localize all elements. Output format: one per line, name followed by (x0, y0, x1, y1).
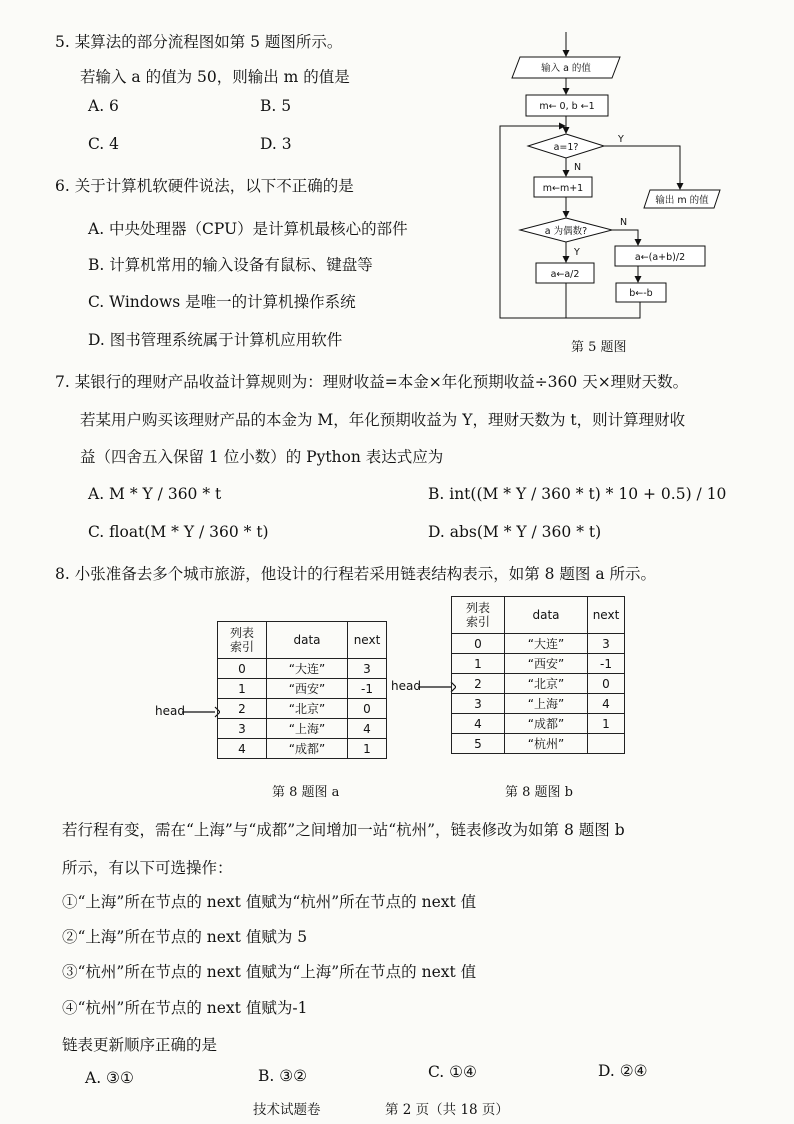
index-cell: 4 (218, 739, 267, 759)
linked-list-table-a (217, 621, 387, 759)
head-label-a: head (155, 704, 185, 718)
q5-option-c: C. 4 (88, 135, 120, 153)
q8-text-2: 所示，有以下可选操作： (62, 859, 233, 877)
flow-init: m← 0, b ←1 (539, 101, 595, 112)
q6-option-d: D. 图书管理系统属于计算机应用软件 (88, 331, 343, 349)
flow-no-1: N (574, 162, 582, 173)
q7-stem-2: 若某用户购买该理财产品的本金为 M，年化预期收益为 Y，理财天数为 t，则计算理财收 (80, 411, 686, 429)
q8-stem: 8. 小张准备去多个城市旅游，他设计的行程若采用链表结构表示，如第 8 题图 a 所示。 (55, 565, 657, 583)
index-cell: 0 (452, 634, 505, 654)
flow-cond1: a=1? (553, 142, 579, 153)
next-cell: 4 (348, 719, 387, 739)
next-cell (588, 734, 625, 754)
q5-stem: 5. 某算法的部分流程图如第 5 题图所示。 (55, 33, 343, 51)
table-row (452, 674, 625, 694)
header-index: 列表 索引 (452, 597, 505, 634)
next-cell: 1 (588, 714, 625, 734)
table-row (218, 699, 387, 719)
data-cell: “杭州” (505, 734, 588, 754)
next-cell: -1 (348, 679, 387, 699)
flow-odd: a←(a+b)/2 (634, 252, 686, 263)
linked-list-table-b (451, 596, 625, 754)
table-row (452, 734, 625, 754)
table-row (452, 654, 625, 674)
q8-text-1: 若行程有变，需在“上海”与“成都”之间增加一站“杭州”，链表修改为如第 8 题图 b (62, 821, 625, 839)
q7-option-a: A. M * Y / 360 * t (88, 485, 222, 503)
table-row (452, 694, 625, 714)
q5-option-a: A. 6 (88, 97, 119, 115)
q7-option-d: D. abs(M * Y / 360 * t) (428, 523, 602, 541)
q7-stem: 7. 某银行的理财产品收益计算规则为：理财收益=本金×年化预期收益÷360 天×理财天数。 (55, 373, 689, 391)
q8-question: 链表更新顺序正确的是 (62, 1036, 218, 1054)
q8-caption-b: 第 8 题图 b (505, 785, 573, 800)
data-cell: “西安” (267, 679, 348, 699)
data-cell: “成都” (505, 714, 588, 734)
header-data: data (267, 622, 348, 659)
index-cell: 4 (452, 714, 505, 734)
flow-even: a←a/2 (550, 269, 580, 280)
data-cell: “北京” (505, 674, 588, 694)
data-cell: “成都” (267, 739, 348, 759)
header-index: 列表 索引 (218, 622, 267, 659)
next-cell: 0 (348, 699, 387, 719)
data-cell: “大连” (505, 634, 588, 654)
flow-negb: b←-b (629, 288, 653, 299)
footer-page: 第 2 页（共 18 页） (385, 1102, 509, 1118)
q8-op-3: ③“杭州”所在节点的 next 值赋为“上海”所在节点的 next 值 (62, 963, 477, 981)
index-cell: 1 (452, 654, 505, 674)
q5-option-d: D. 3 (260, 135, 292, 153)
index-cell: 3 (452, 694, 505, 714)
data-cell: “北京” (267, 699, 348, 719)
q8-option-a: A. ③① (85, 1069, 134, 1087)
table-row (218, 739, 387, 759)
table-row (218, 659, 387, 679)
q8-op-1: ①“上海”所在节点的 next 值赋为“杭州”所在节点的 next 值 (62, 893, 477, 911)
next-cell: 4 (588, 694, 625, 714)
table-row (452, 634, 625, 654)
table-row (218, 679, 387, 699)
header-next: next (588, 597, 625, 634)
q6-option-b: B. 计算机常用的输入设备有鼠标、键盘等 (88, 256, 373, 274)
flow-inc: m←m+1 (542, 183, 584, 194)
q6-stem: 6. 关于计算机软硬件说法，以下不正确的是 (55, 177, 354, 195)
footer-title: 技术试题卷 (253, 1102, 321, 1118)
next-cell: -1 (588, 654, 625, 674)
q8-op-2: ②“上海”所在节点的 next 值赋为 5 (62, 928, 308, 946)
table-row (218, 719, 387, 739)
flow-yes-2: Y (574, 247, 580, 258)
q8-option-c: C. ①④ (428, 1063, 477, 1081)
flow-cond2: a 为偶数? (544, 226, 588, 237)
next-cell: 3 (588, 634, 625, 654)
flow-input: 输入 a 的值 (541, 63, 591, 74)
flow-output: 输出 m 的值 (655, 195, 709, 206)
next-cell: 3 (348, 659, 387, 679)
q5-option-b: B. 5 (260, 97, 292, 115)
next-cell: 0 (588, 674, 625, 694)
flow-yes-1: Y (618, 134, 624, 145)
index-cell: 2 (452, 674, 505, 694)
q7-stem-3: 益（四舍五入保留 1 位小数）的 Python 表达式应为 (80, 448, 444, 466)
index-cell: 3 (218, 719, 267, 739)
index-cell: 0 (218, 659, 267, 679)
q6-option-c: C. Windows 是唯一的计算机操作系统 (88, 293, 356, 311)
index-cell: 5 (452, 734, 505, 754)
q5-stem-2: 若输入 a 的值为 50，则输出 m 的值是 (80, 68, 350, 86)
flow-no-2: N (620, 217, 628, 228)
q5-caption: 第 5 题图 (571, 340, 627, 355)
q8-op-4: ④“杭州”所在节点的 next 值赋为-1 (62, 999, 308, 1017)
data-cell: “大连” (267, 659, 348, 679)
q5-flowchart (490, 32, 740, 332)
next-cell: 1 (348, 739, 387, 759)
head-label-b: head (391, 679, 421, 693)
q8-option-b: B. ③② (258, 1067, 308, 1085)
q8-option-d: D. ②④ (598, 1062, 648, 1080)
head-arrow-a (182, 705, 220, 719)
index-cell: 1 (218, 679, 267, 699)
q7-option-c: C. float(M * Y / 360 * t) (88, 523, 269, 541)
header-data: data (505, 597, 588, 634)
index-cell: 2 (218, 699, 267, 719)
table-row (452, 714, 625, 734)
q8-caption-a: 第 8 题图 a (272, 785, 340, 800)
data-cell: “西安” (505, 654, 588, 674)
q7-option-b: B. int((M * Y / 360 * t) * 10 + 0.5) / 10 (428, 485, 727, 503)
data-cell: “上海” (267, 719, 348, 739)
header-next: next (348, 622, 387, 659)
data-cell: “上海” (505, 694, 588, 714)
q6-option-a: A. 中央处理器（CPU）是计算机最核心的部件 (88, 220, 408, 238)
